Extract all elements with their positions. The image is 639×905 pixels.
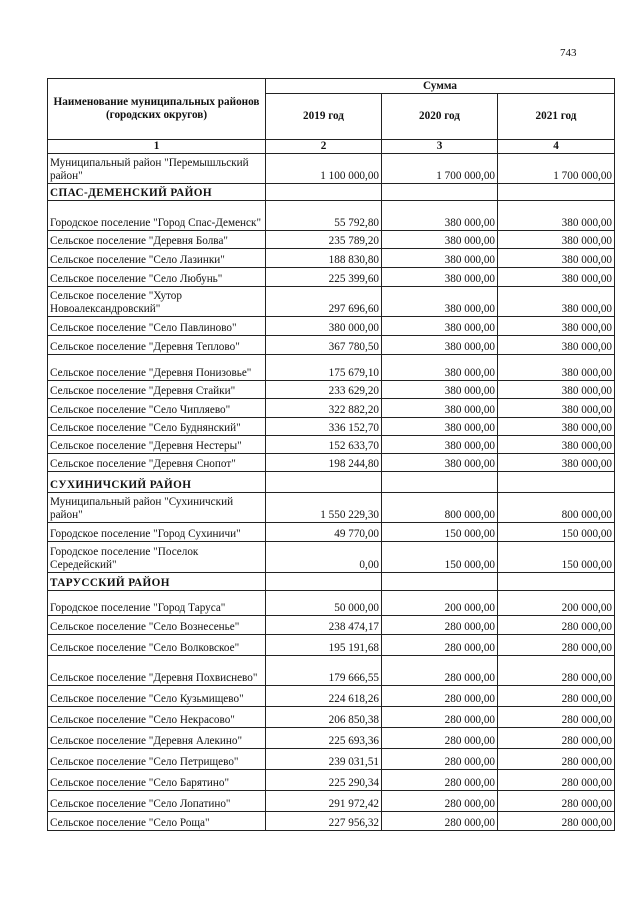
empty-cell [382,472,498,493]
amount-2019: 55 792,80 [266,201,382,231]
amount-2021: 280 000,00 [498,749,615,770]
table-row [48,686,615,707]
table-row [48,231,615,249]
amount-2021: 1 700 000,00 [498,154,615,184]
table-row [48,436,615,454]
municipality-name: Городское поселение "Город Сухиничи" [48,523,266,542]
amount-2019: 239 031,51 [266,749,382,770]
municipality-name: Сельское поселение "Село Лопатино" [48,791,266,812]
table-row [48,418,615,436]
amount-2019: 227 956,32 [266,812,382,831]
amount-2021: 380 000,00 [498,418,615,436]
amount-2019: 224 618,26 [266,686,382,707]
amount-2021: 380 000,00 [498,201,615,231]
amount-2021: 200 000,00 [498,591,615,616]
amount-2021: 380 000,00 [498,231,615,249]
page-number: 743 [560,47,577,59]
amount-2019: 233 629,20 [266,381,382,399]
budget-table [47,78,615,831]
district-heading-row [48,472,615,493]
municipality-name: Сельское поселение "Село Барятино" [48,770,266,791]
amount-2021: 280 000,00 [498,812,615,831]
amount-2020: 280 000,00 [382,791,498,812]
amount-2020: 150 000,00 [382,523,498,542]
amount-2019: 291 972,42 [266,791,382,812]
amount-2020: 380 000,00 [382,268,498,287]
municipality-name: Сельское поселение "Село Роща" [48,812,266,831]
amount-2020: 800 000,00 [382,493,498,523]
amount-2019: 198 244,80 [266,454,382,472]
municipality-name: Сельское поселение "Село Петрищево" [48,749,266,770]
amount-2021: 280 000,00 [498,656,615,686]
amount-2019: 235 789,20 [266,231,382,249]
amount-2019: 0,00 [266,542,382,573]
amount-2020: 380 000,00 [382,454,498,472]
amount-2021: 380 000,00 [498,355,615,381]
amount-2021: 280 000,00 [498,635,615,656]
amount-2019: 225 693,36 [266,728,382,749]
municipality-name: Сельское поселение "Село Буднянский" [48,418,266,436]
empty-cell [266,472,382,493]
municipality-name: Сельское поселение "Деревня Теплово" [48,336,266,355]
amount-2019: 225 399,60 [266,268,382,287]
amount-2019: 367 780,50 [266,336,382,355]
municipality-name: Муниципальный район "Сухиничский район" [48,493,266,523]
amount-2021: 380 000,00 [498,249,615,268]
table-row [48,268,615,287]
amount-2019: 1 100 000,00 [266,154,382,184]
table-row [48,812,615,831]
district-name: ТАРУССКИЙ РАЙОН [48,573,266,591]
amount-2020: 150 000,00 [382,542,498,573]
municipality-name: Сельское поселение "Село Лазинки" [48,249,266,268]
municipality-name: Сельское поселение "Деревня Стайки" [48,381,266,399]
amount-2021: 280 000,00 [498,616,615,635]
municipality-name: Сельское поселение "Хутор Новоалександровский" [48,287,266,317]
column-index: 2 [266,140,382,154]
municipality-name: Сельское поселение "Село Любунь" [48,268,266,287]
municipality-name: Сельское поселение "Деревня Снопот" [48,454,266,472]
amount-2020: 380 000,00 [382,287,498,317]
amount-2021: 280 000,00 [498,707,615,728]
table-row [48,317,615,336]
district-name: СПАС-ДЕМЕНСКИЙ РАЙОН [48,184,266,201]
table-row [48,749,615,770]
amount-2020: 380 000,00 [382,436,498,454]
amount-2020: 380 000,00 [382,381,498,399]
table-body [48,154,615,831]
amount-2020: 200 000,00 [382,591,498,616]
amount-2020: 280 000,00 [382,616,498,635]
column-index: 1 [48,140,266,154]
amount-2020: 280 000,00 [382,749,498,770]
amount-2020: 380 000,00 [382,399,498,418]
amount-2021: 280 000,00 [498,728,615,749]
amount-2021: 380 000,00 [498,399,615,418]
empty-cell [266,573,382,591]
amount-2021: 150 000,00 [498,523,615,542]
table-row [48,493,615,523]
municipality-name: Сельское поселение "Деревня Болва" [48,231,266,249]
table-row [48,770,615,791]
table-row [48,336,615,355]
column-index: 4 [498,140,615,154]
table-row [48,154,615,184]
amount-2020: 1 700 000,00 [382,154,498,184]
header-year-2021: 2021 год [498,94,615,140]
amount-2019: 175 679,10 [266,355,382,381]
amount-2020: 280 000,00 [382,812,498,831]
amount-2021: 800 000,00 [498,493,615,523]
empty-cell [382,184,498,201]
amount-2021: 380 000,00 [498,436,615,454]
amount-2019: 336 152,70 [266,418,382,436]
empty-cell [266,184,382,201]
amount-2019: 152 633,70 [266,436,382,454]
empty-cell [498,472,615,493]
municipality-name: Сельское поселение "Село Вознесенье" [48,616,266,635]
amount-2021: 380 000,00 [498,454,615,472]
amount-2021: 280 000,00 [498,686,615,707]
table-row [48,454,615,472]
municipality-name: Сельское поселение "Деревня Похвиснево" [48,656,266,686]
amount-2019: 179 666,55 [266,656,382,686]
amount-2021: 380 000,00 [498,381,615,399]
header-year-2020: 2020 год [382,94,498,140]
amount-2020: 380 000,00 [382,355,498,381]
municipality-name: Сельское поселение "Деревня Понизовье" [48,355,266,381]
amount-2019: 380 000,00 [266,317,382,336]
municipality-name: Сельское поселение "Деревня Алекино" [48,728,266,749]
municipality-name: Сельское поселение "Село Волковское" [48,635,266,656]
municipality-name: Муниципальный район "Перемышльский район" [48,154,266,184]
municipality-name: Сельское поселение "Село Павлиново" [48,317,266,336]
table-row [48,381,615,399]
amount-2019: 1 550 229,30 [266,493,382,523]
amount-2020: 280 000,00 [382,770,498,791]
table-row [48,542,615,573]
municipality-name: Городское поселение "Город Спас-Деменск" [48,201,266,231]
municipality-name: Сельское поселение "Село Кузьмищево" [48,686,266,707]
municipality-name: Сельское поселение "Деревня Нестеры" [48,436,266,454]
amount-2020: 380 000,00 [382,201,498,231]
table-row [48,249,615,268]
empty-cell [498,573,615,591]
amount-2020: 280 000,00 [382,728,498,749]
empty-cell [382,573,498,591]
amount-2020: 280 000,00 [382,686,498,707]
table-header [48,79,615,154]
amount-2020: 380 000,00 [382,231,498,249]
amount-2019: 206 850,38 [266,707,382,728]
amount-2019: 50 000,00 [266,591,382,616]
table-row [48,728,615,749]
amount-2021: 380 000,00 [498,268,615,287]
header-name-column: Наименование муниципальных районов (городских округов) [48,79,266,140]
amount-2019: 195 191,68 [266,635,382,656]
municipality-name: Сельское поселение "Село Чипляево" [48,399,266,418]
table-row [48,399,615,418]
table-row [48,355,615,381]
amount-2021: 380 000,00 [498,317,615,336]
table-row [48,201,615,231]
header-sum: Сумма [266,79,615,94]
amount-2021: 380 000,00 [498,287,615,317]
table-row [48,287,615,317]
amount-2019: 188 830,80 [266,249,382,268]
table-row [48,635,615,656]
amount-2020: 380 000,00 [382,317,498,336]
table-row [48,791,615,812]
amount-2021: 150 000,00 [498,542,615,573]
table-row [48,523,615,542]
district-heading-row [48,573,615,591]
amount-2019: 49 770,00 [266,523,382,542]
column-index-row [48,140,615,154]
district-heading-row [48,184,615,201]
amount-2020: 280 000,00 [382,656,498,686]
amount-2021: 280 000,00 [498,791,615,812]
table-row [48,656,615,686]
amount-2020: 380 000,00 [382,249,498,268]
amount-2019: 238 474,17 [266,616,382,635]
column-index: 3 [382,140,498,154]
amount-2020: 380 000,00 [382,336,498,355]
empty-cell [498,184,615,201]
municipality-name: Городское поселение "Город Таруса" [48,591,266,616]
header-year-2019: 2019 год [266,94,382,140]
amount-2021: 280 000,00 [498,770,615,791]
table-row [48,707,615,728]
amount-2020: 280 000,00 [382,707,498,728]
table-row [48,616,615,635]
district-name: СУХИНИЧСКИЙ РАЙОН [48,472,266,493]
table-row [48,591,615,616]
municipality-name: Городское поселение "Поселок Середейский" [48,542,266,573]
amount-2021: 380 000,00 [498,336,615,355]
amount-2019: 297 696,60 [266,287,382,317]
amount-2019: 322 882,20 [266,399,382,418]
amount-2020: 280 000,00 [382,635,498,656]
amount-2020: 380 000,00 [382,418,498,436]
amount-2019: 225 290,34 [266,770,382,791]
municipality-name: Сельское поселение "Село Некрасово" [48,707,266,728]
